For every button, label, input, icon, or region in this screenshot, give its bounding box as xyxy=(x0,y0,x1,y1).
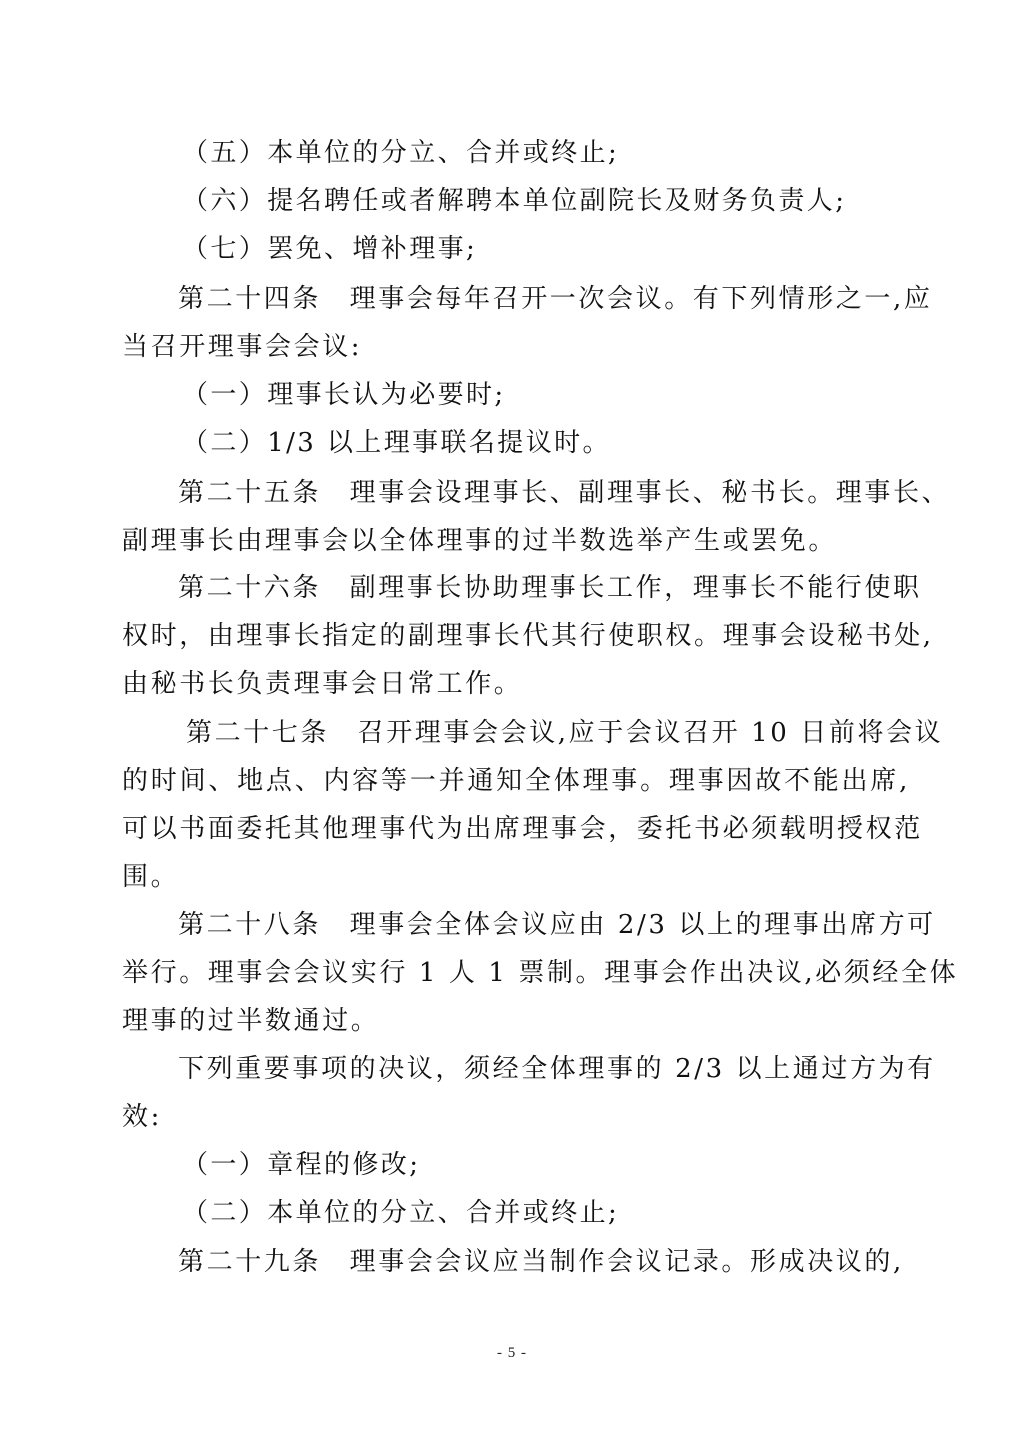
article-27-line-1: 第二十七条 召开理事会会议,应于会议召开 10 日前将会议 xyxy=(186,718,944,748)
article-27-line-3: 可以书面委托其他理事代为出席理事会，委托书必须载明授权范 xyxy=(122,814,923,844)
item-7-directors: （七）罢免、增补理事; xyxy=(182,234,478,264)
major-resolution-line-1: 下列重要事项的决议，须经全体理事的 2/3 以上通过方为有 xyxy=(178,1054,936,1084)
article-28-line-3: 理事的过半数通过。 xyxy=(122,1006,380,1036)
article-26-line-2: 权时，由理事长指定的副理事长代其行使职权。理事会设秘书处, xyxy=(122,621,934,651)
article-27-line-2: 的时间、地点、内容等一并通知全体理事。理事因故不能出席, xyxy=(122,766,910,796)
article-26-line-1: 第二十六条 副理事长协助理事长工作，理事长不能行使职 xyxy=(178,573,922,603)
article-25-line-1: 第二十五条 理事会设理事长、副理事长、秘书长。理事长、 xyxy=(178,478,951,508)
item-5-dissolution: （五）本单位的分立、合并或终止; xyxy=(182,138,620,168)
article-28-line-2: 举行。理事会会议实行 1 人 1 票制。理事会作出决议,必须经全体 xyxy=(122,958,959,988)
article-24-item-2: （二）1/3 以上理事联名提议时。 xyxy=(182,428,611,458)
article-24-line-2: 当召开理事会会议: xyxy=(122,332,363,362)
major-resolution-line-2: 效: xyxy=(122,1102,162,1132)
article-29-line-1: 第二十九条 理事会会议应当制作会议记录。形成决议的, xyxy=(178,1247,904,1277)
major-resolution-item-2: （二）本单位的分立、合并或终止; xyxy=(182,1198,620,1228)
article-26-line-3: 由秘书长负责理事会日常工作。 xyxy=(122,669,523,699)
item-6-appointment: （六）提名聘任或者解聘本单位副院长及财务负责人; xyxy=(182,186,847,216)
page-number: - 5 - xyxy=(497,1345,527,1361)
article-24-line-1: 第二十四条 理事会每年召开一次会议。有下列情形之一,应 xyxy=(178,284,933,314)
article-24-item-1: （一）理事长认为必要时; xyxy=(182,380,506,410)
article-25-line-2: 副理事长由理事会以全体理事的过半数选举产生或罢免。 xyxy=(122,526,838,556)
major-resolution-item-1: （一）章程的修改; xyxy=(182,1150,421,1180)
article-28-line-1: 第二十八条 理事会全体会议应由 2/3 以上的理事出席方可 xyxy=(178,910,936,940)
article-27-line-4: 围。 xyxy=(122,862,180,892)
